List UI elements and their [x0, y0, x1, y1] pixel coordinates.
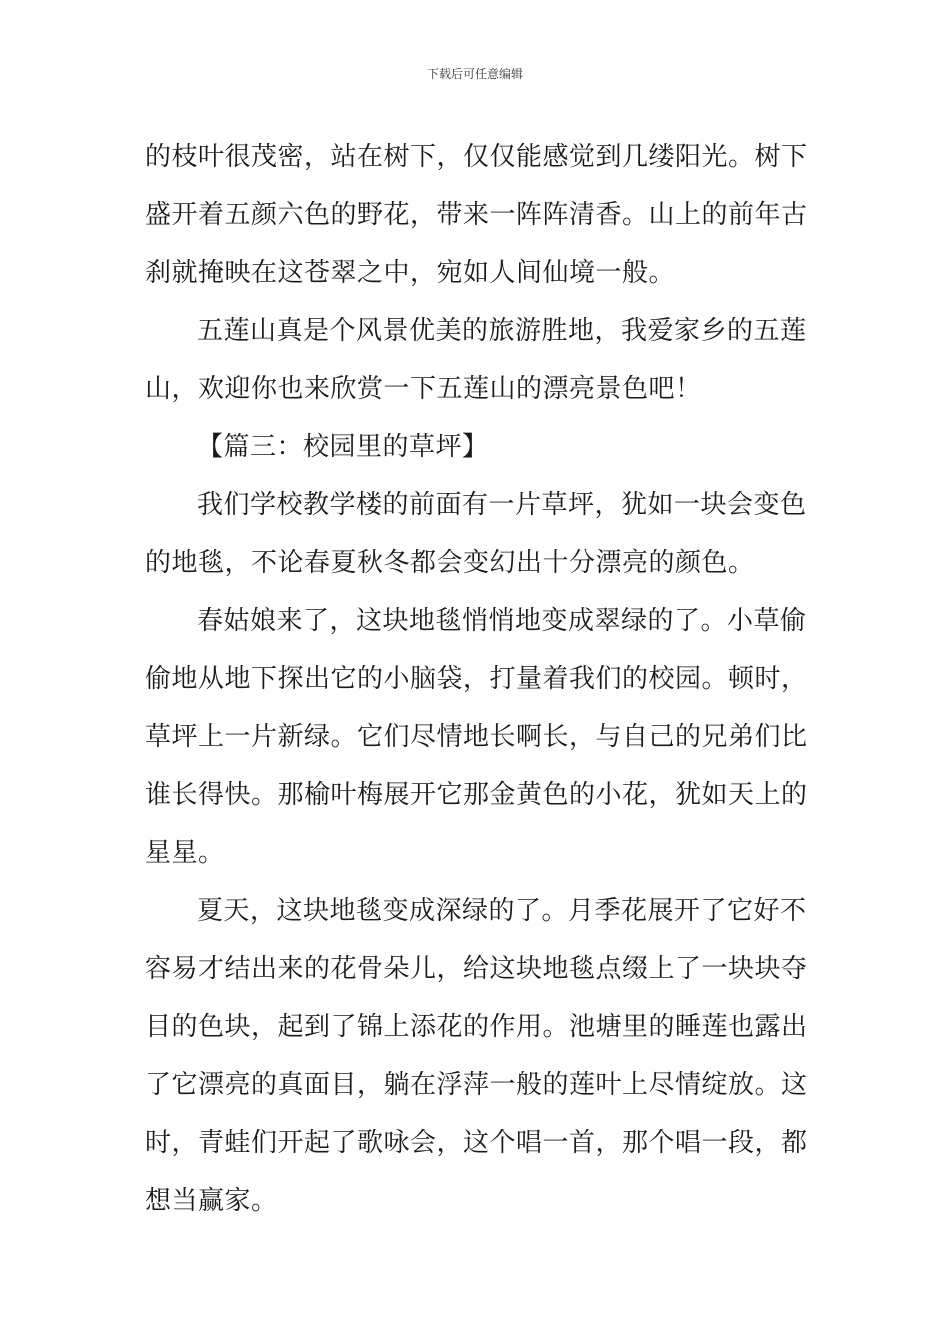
text-line: 的地毯，不论春夏秋冬都会变幻出十分漂亮的颜色。	[145, 548, 755, 578]
paragraph-start: 五莲山真是个风景优美的旅游胜地，我爱家乡的五莲	[197, 316, 807, 346]
section-heading: 【篇三：校园里的草坪】	[197, 432, 489, 462]
text-line: 山，欢迎你也来欣赏一下五莲山的漂亮景色吧！	[145, 374, 702, 404]
text-line: 谁长得快。那榆叶梅展开它那金黄色的小花，犹如天上的	[145, 780, 808, 810]
text-line: 刹就掩映在这苍翠之中，宛如人间仙境一般。	[145, 258, 676, 288]
text-line: 的枝叶很茂密，站在树下，仅仅能感觉到几缕阳光。树下	[145, 142, 808, 172]
text-line: 想当赢家。	[145, 1186, 278, 1216]
text-line: 了它漂亮的真面目，躺在浮萍一般的莲叶上尽情绽放。这	[145, 1070, 808, 1100]
text-line: 草坪上一片新绿。它们尽情地长啊长，与自己的兄弟们比	[145, 722, 808, 752]
paragraph-start: 我们学校教学楼的前面有一片草坪，犹如一块会变色	[197, 490, 807, 520]
text-line: 时，青蛙们开起了歌咏会，这个唱一首，那个唱一段，都	[145, 1128, 808, 1158]
paragraph-start: 夏天，这块地毯变成深绿的了。月季花展开了它好不	[197, 896, 807, 926]
text-line: 盛开着五颜六色的野花，带来一阵阵清香。山上的前年古	[145, 200, 808, 230]
text-line: 偷地从地下探出它的小脑袋，打量着我们的校园。顿时，	[145, 664, 808, 694]
paragraph-start: 春姑娘来了，这块地毯悄悄地变成翠绿的了。小草偷	[197, 606, 807, 636]
document-body	[145, 128, 807, 1230]
text-line: 星星。	[145, 838, 225, 868]
text-line: 目的色块，起到了锦上添花的作用。池塘里的睡莲也露出	[145, 1012, 808, 1042]
page-header: 下载后可任意编辑	[426, 67, 523, 81]
text-line: 容易才结出来的花骨朵儿，给这块地毯点缀上了一块块夺	[145, 954, 808, 984]
